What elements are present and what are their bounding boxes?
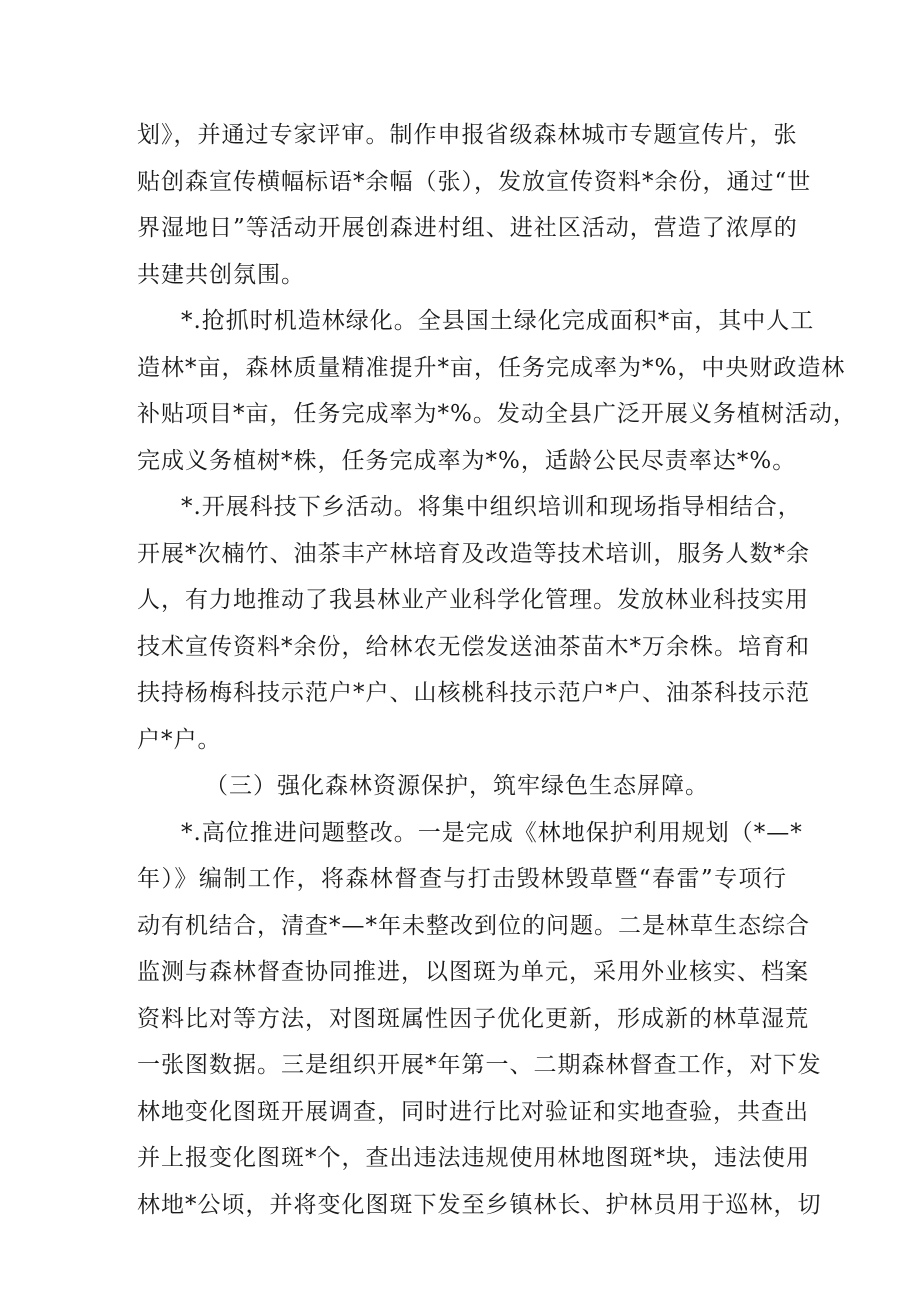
section-heading-text: （三）强化森林资源保护，筑牢绿色生态屏障。 [205,773,709,799]
text-line: 林地*公顷，并将变化图斑下发至乡镇林长、护林员用于巡林，切 [137,1191,822,1218]
document-body [137,112,857,1228]
text-line: 扶持杨梅科技示范户*户、山核桃科技示范户*户、油茶科技示范 [137,680,810,706]
text-line: 一张图数据。三是组织开展*年第一、二期森林督查工作，对下发 [137,1052,822,1078]
text-line: 动有机结合，清查*—*年未整改到位的问题。二是林草生态综合 [137,912,810,939]
text-line: 年）》编制工作，将森林督查与打击毁林毁草暨“春雷”专项行 [137,866,787,892]
text-line: 完成义务植树*株，任务完成率为*%，适龄公民尽责率达*%。 [137,447,797,474]
text-line: 划》，并通过专家评审。制作申报省级森林城市专题宣传片，张 [137,122,798,148]
paragraph-problem-rectification [137,810,822,1229]
text-line: 技术宣传资料*余份，给林农无偿发送油茶苗木*万余株。培育和 [137,633,810,660]
text-line: 贴创森宣传横幅标语*余幅（张），发放宣传资料*余份，通过“世 [137,168,812,195]
text-line: 户*户。 [137,726,222,753]
text-line: *.高位推进问题整改。一是完成《林地保护利用规划（*—* [181,819,803,846]
text-line: 并上报变化图斑*个，查出违法违规使用林地图斑*块，违法使用 [137,1145,810,1171]
paragraph-tech-to-countryside [137,484,810,763]
paragraph-creation-publicity [137,112,812,298]
text-line: 开展*次楠竹、油茶丰产林培育及改造等技术培训，服务人数*余 [137,540,810,567]
text-line: 资料比对等方法，对图斑属性因子优化更新，形成新的林草湿荒 [137,1005,809,1032]
text-line: 界湿地日”等活动开展创森进村组、进社区活动，营造了浓厚的 [137,215,798,241]
text-line: 造林*亩，森林质量精准提升*亩，任务完成率为*%，中央财政造林 [137,354,846,381]
text-line: 共建共创氛围。 [137,261,305,288]
text-line: 林地变化图斑开展调查，同时进行比对验证和实地查验，共查出 [137,1098,809,1125]
text-line: *.抢抓时机造林绿化。全县国土绿化完成面积*亩，其中人工 [181,308,815,334]
text-line: *.开展科技下乡活动。将集中组织培训和现场指导相结合， [181,494,802,520]
text-line: 监测与森林督查协同推进，以图斑为单元，采用外业核实、档案 [137,959,809,985]
paragraph-afforestation [137,298,857,484]
section-heading [137,763,787,810]
text-line: 人，有力地推动了我县林业产业科学化管理。发放林业科技实用 [137,587,809,613]
text-line: 补贴项目*亩，任务完成率为*%。发动全县广泛开展义务植树活动， [137,401,857,427]
